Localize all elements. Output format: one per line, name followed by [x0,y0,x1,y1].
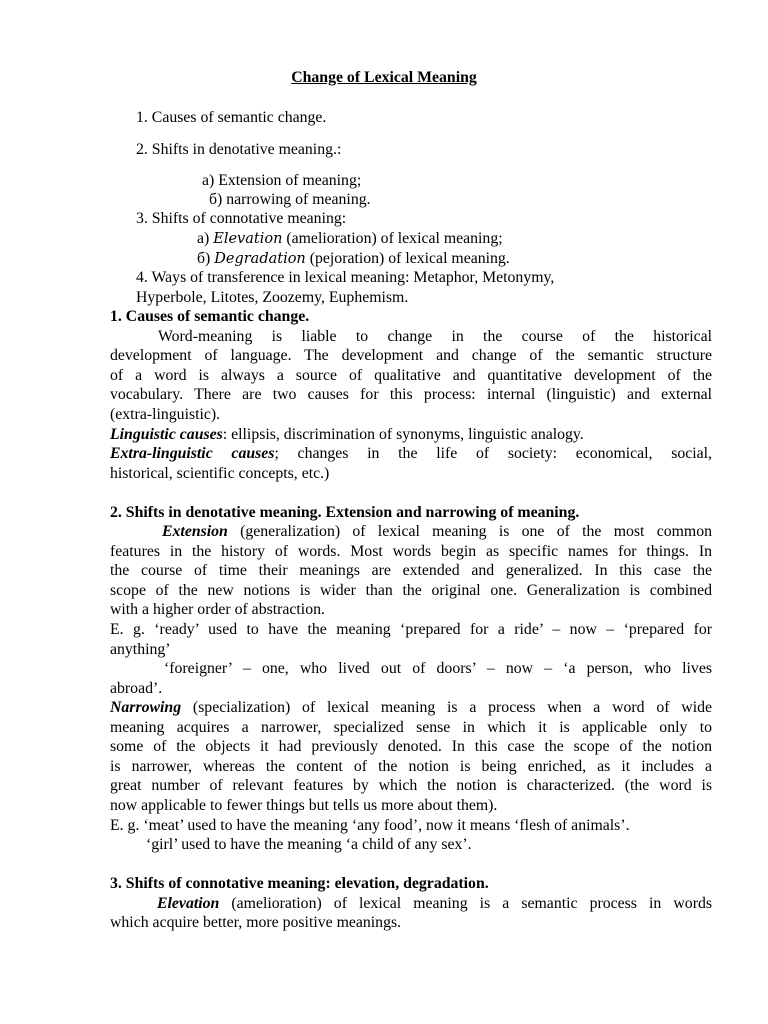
section1-heading: 1. Causes of semantic change. [110,308,310,325]
extension-line: the course of time their meanings are extended and generalized. In this case the [110,562,712,579]
elevation-line [157,894,712,914]
elevation-line2: which acquire better, more positive meanings. [110,914,402,931]
extension-term: Extension [162,523,228,540]
extension-line: features in the history of words. Most words begin as specific names for things. In [110,543,712,560]
section1-para-line: of a word is always a source of qualitative and quantitative development of the [110,367,712,384]
plan-item-3a-prefix: а) [197,230,214,247]
example-ready-line2: anything’ [110,641,171,658]
section1-para-line: vocabulary. There are two causes for this process: internal (linguistic) and external [110,386,712,403]
narrowing-text: (specialization) of lexical meaning is a process when a word of wide [181,699,712,716]
linguistic-causes [110,425,584,445]
example-meat: E. g. ‘meat’ used to have the meaning ‘any food’, now it means ‘flesh of animals’. [110,817,630,834]
extra-linguistic-causes-line2: historical, scientific concepts, etc.) [110,465,330,482]
plan-item-1: 1. Causes of semantic change. [136,109,327,126]
example-foreigner-line1: ‘foreigner’ – one, who lived out of doors’ – now – ‘a person, who lives [164,660,712,677]
plan-item-3a [197,229,503,249]
example-ready-line1: E. g. ‘ready’ used to have the meaning ‘prepared for a ride’ – now – ‘prepared for [110,621,712,638]
extension-text: (generalization) of lexical meaning is one of the most common [227,523,712,540]
example-girl: ‘girl’ used to have the meaning ‘a child of any sex’. [146,836,472,853]
section1-para-line: Word-meaning is liable to change in the course of the historical [158,328,712,345]
narrowing-line: some of the objects it had previously denoted. In this case the scope of the notion [110,738,712,755]
plan-item-2a: а) Extension of meaning; [202,172,362,189]
extension-line: with a higher order of abstraction. [110,601,325,618]
section2-heading: 2. Shifts in denotative meaning. Extension and narrowing of meaning. [110,504,580,521]
narrowing-line: great number of relevant features by which the notion is characterized. (the word is [110,777,712,794]
plan-item-3: 3. Shifts of connotative meaning: [136,210,347,227]
linguistic-causes-term: Linguistic causes [110,426,223,443]
plan-item-4-line1: 4. Ways of transference in lexical meaning: Metaphor, Metonymy, [136,269,555,286]
extension-line: scope of the new notions is wider than the original one. Generalization is combined [110,582,712,599]
extra-linguistic-causes-term: Extra-linguistic causes [110,445,275,462]
narrowing-line: meaning acquires a narrower, specialized sense in which it is applicable only to [110,719,712,736]
section1-para-line: development of language. The development and change of the semantic structure [110,347,712,364]
page-title: Change of Lexical Meaning [291,69,477,86]
narrowing-line: now applicable to fewer things but tells us more about them). [110,797,498,814]
plan-item-2b: б) narrowing of meaning. [209,191,371,208]
linguistic-causes-text: : ellipsis, discrimination of synonyms, linguistic analogy. [222,426,584,443]
plan-item-3a-rest: (amelioration) of lexical meaning; [282,230,503,247]
narrowing-term: Narrowing [110,699,182,716]
extension-line [162,522,712,542]
extra-linguistic-causes [110,444,712,464]
narrowing-line: is narrower, whereas the content of the notion is being enriched, as it includes a [110,758,712,775]
plan-item-4-line2: Hyperbole, Litotes, Zoozemy, Euphemism. [136,289,409,306]
plan-item-3b [197,249,510,269]
plan-item-3b-rest: (pejoration) of lexical meaning. [305,250,510,267]
plan-item-2: 2. Shifts in denotative meaning.: [136,141,342,158]
section1-para-line: (extra-linguistic). [110,406,221,423]
extra-linguistic-causes-text: ; changes in the life of society: economical, social, [274,445,712,462]
plan-item-3a-term: Elevation [213,231,283,247]
elevation-text: (amelioration) of lexical meaning is a semantic process in words [219,895,712,912]
plan-item-3b-prefix: б) [197,250,215,267]
section3-heading: 3. Shifts of connotative meaning: elevation, degradation. [110,875,489,892]
narrowing-line [110,698,712,718]
plan-item-3b-term: Degradation [214,251,306,267]
example-foreigner-line2: abroad’. [110,680,163,697]
elevation-term: Elevation [157,895,220,912]
